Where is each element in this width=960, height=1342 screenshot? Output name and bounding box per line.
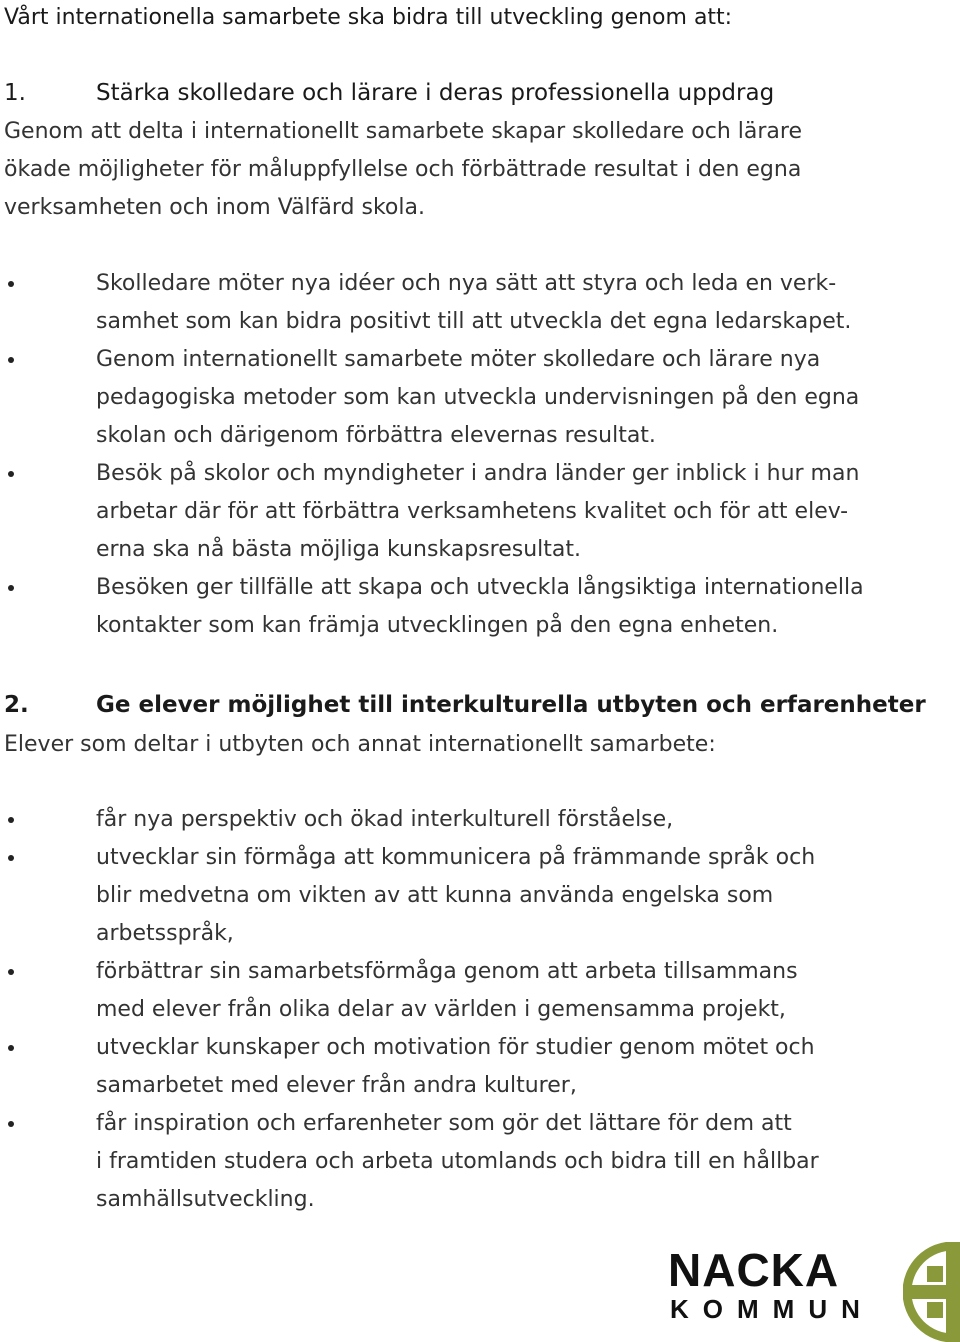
bullet-line: blir medvetna om vikten av att kunna använda engelska som (96, 883, 774, 908)
section-1-heading (4, 76, 774, 110)
list-item (0, 265, 864, 341)
section-2-title: Ge elever möjlighet till interkulturella utbyten och erfarenheter (96, 692, 926, 718)
bullet-line: Besök på skolor och myndigheter i andra länder ger inblick i hur man (96, 461, 860, 486)
bullet-line: samhet som kan bidra positivt till att utveckla det egna ledarskapet. (96, 309, 852, 334)
paragraph-line: Genom att delta i internationellt samarbete skapar skolledare och lärare (4, 119, 802, 144)
list-item (0, 341, 864, 455)
bullet-icon (8, 855, 14, 861)
bullet-icon (8, 585, 14, 591)
bullet-line: arbetar där för att förbättra verksamhetens kvalitet och för att elev- (96, 499, 849, 524)
bullet-line: Besöken ger tillfälle att skapa och utveckla långsiktiga internationella (96, 575, 864, 600)
bullet-line: Skolledare möter nya idéer och nya sätt att styra och leda en verk- (96, 271, 837, 296)
bullet-icon (8, 969, 14, 975)
section-1-number: 1. (4, 80, 26, 106)
nacka-kommun-logo (668, 1242, 960, 1337)
list-item (0, 1105, 819, 1219)
list-item (0, 455, 864, 569)
bullet-line: skolan och därigenom förbättra elevernas resultat. (96, 423, 656, 448)
section-1-bullet-list (0, 265, 864, 645)
bullet-line: arbetsspråk, (96, 921, 234, 946)
paragraph-line: ökade möjligheter för måluppfyllelse och förbättrade resultat i den egna (4, 157, 802, 182)
list-item (0, 1029, 819, 1105)
bullet-line: förbättrar sin samarbetsförmåga genom att arbeta tillsammans (96, 959, 798, 984)
section-2-bullet-list (0, 801, 819, 1219)
bullet-icon (8, 357, 14, 363)
paragraph-line: verksamheten och inom Välfärd skola. (4, 195, 425, 220)
list-item (0, 839, 819, 953)
section-1-paragraph (4, 113, 802, 227)
bullet-icon (8, 817, 14, 823)
bullet-line: i framtiden studera och arbeta utomlands och bidra till en hållbar (96, 1149, 819, 1174)
bullet-line: Genom internationellt samarbete möter skolledare och lärare nya (96, 347, 821, 372)
section-2-number: 2. (4, 692, 29, 718)
bullet-icon (8, 281, 14, 287)
bullet-icon (8, 1121, 14, 1127)
bullet-line: utvecklar sin förmåga att kommunicera på främmande språk och (96, 845, 816, 870)
section-1-title: Stärka skolledare och lärare i deras professionella uppdrag (96, 80, 775, 106)
logo-name: NACKA (668, 1244, 840, 1296)
bullet-icon (8, 471, 14, 477)
bullet-line: samarbetet med elever från andra kulturer, (96, 1073, 577, 1098)
bullet-line: pedagogiska metoder som kan utveckla undervisningen på den egna (96, 385, 860, 410)
bullet-line: med elever från olika delar av världen i gemensamma projekt, (96, 997, 786, 1022)
bullet-line: får nya perspektiv och ökad interkulturell förståelse, (96, 807, 674, 832)
list-item (0, 569, 864, 645)
section-2-heading (4, 688, 926, 722)
bullet-line: samhällsutveckling. (96, 1187, 315, 1212)
list-item (0, 953, 819, 1029)
bullet-line: erna ska nå bästa möjliga kunskapsresultat. (96, 537, 582, 562)
coat-of-arms-icon (903, 1242, 960, 1342)
bullet-line: får inspiration och erfarenheter som gör det lättare för dem att (96, 1111, 792, 1136)
list-item (0, 801, 819, 839)
bullet-line: kontakter som kan främja utvecklingen på den egna enheten. (96, 613, 779, 638)
bullet-icon (8, 1045, 14, 1051)
logo-subtitle: KOMMUN (670, 1294, 874, 1324)
section-2-paragraph: Elever som deltar i utbyten och annat internationellt samarbete: (4, 732, 716, 757)
bullet-line: utvecklar kunskaper och motivation för studier genom mötet och (96, 1035, 815, 1060)
intro-text: Vårt internationella samarbete ska bidra till utveckling genom att: (4, 5, 733, 30)
